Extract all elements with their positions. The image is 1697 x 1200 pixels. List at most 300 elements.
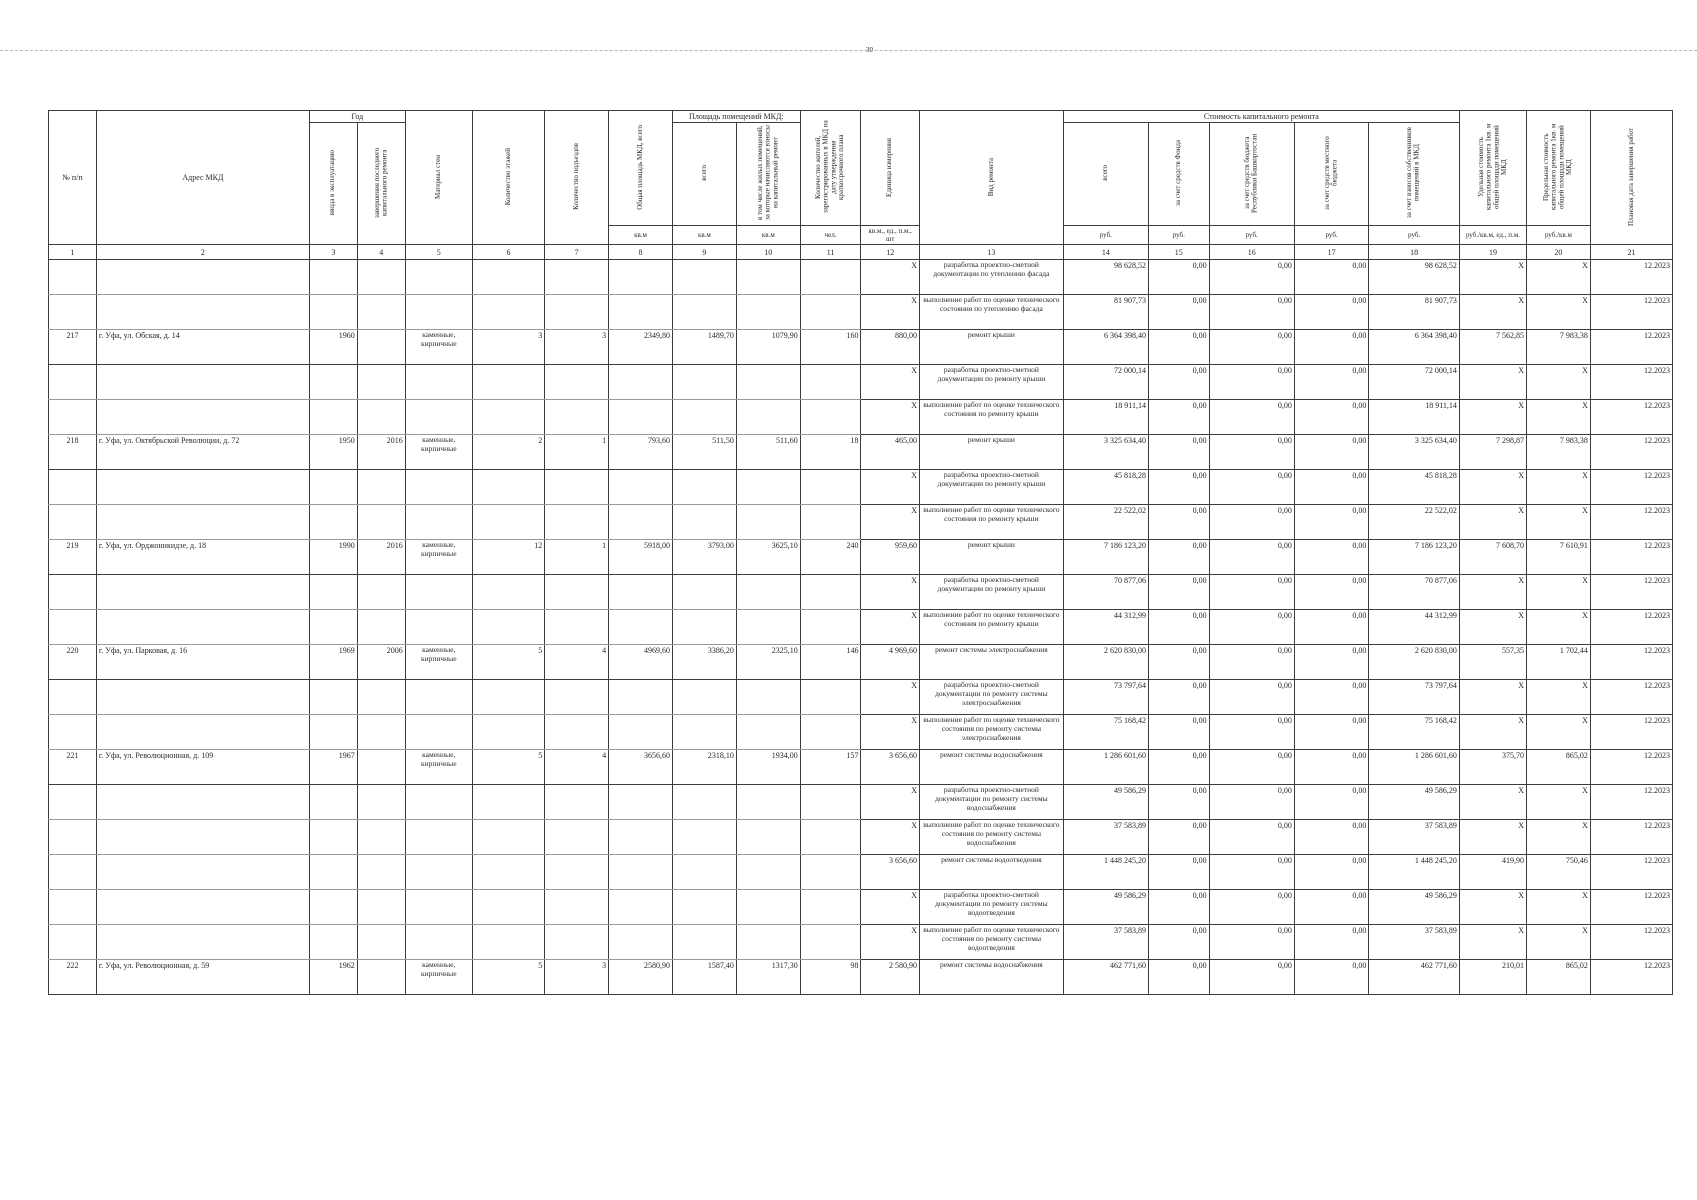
work-type-cell: ремонт системы водоснабжения bbox=[920, 960, 1064, 995]
header-no: № п/п bbox=[49, 111, 97, 245]
row-no-cell bbox=[49, 785, 97, 820]
cost-total-cell: 1 286 601,60 bbox=[1063, 750, 1148, 785]
cost-republic-cell: 0,00 bbox=[1209, 295, 1294, 330]
table-row bbox=[49, 785, 1673, 820]
max-unit-cost-cell: 7 610,91 bbox=[1526, 540, 1590, 575]
unit-cost-cell: X bbox=[1459, 715, 1526, 750]
column-number: 20 bbox=[1526, 245, 1590, 260]
area-total-cell: 1489,70 bbox=[672, 330, 736, 365]
address-cell bbox=[96, 400, 309, 435]
wall-material-cell bbox=[405, 820, 472, 855]
area-residential-cell bbox=[736, 680, 800, 715]
deadline-cell: 12.2023 bbox=[1590, 575, 1672, 610]
year-last-repair-cell bbox=[357, 855, 405, 890]
residents-cell: 98 bbox=[800, 960, 861, 995]
residents-cell bbox=[800, 855, 861, 890]
unit-cell: кв.м bbox=[736, 226, 800, 245]
entrances-cell: 3 bbox=[545, 330, 609, 365]
table-header bbox=[49, 111, 1673, 260]
row-no-cell: 219 bbox=[49, 540, 97, 575]
floors-cell bbox=[472, 820, 544, 855]
cost-fund-cell: 0,00 bbox=[1148, 645, 1209, 680]
cost-owners-cell: 37 583,89 bbox=[1369, 925, 1460, 960]
work-type-cell: разработка проектно-сметной документации по ремонту крыши bbox=[920, 365, 1064, 400]
cost-owners-cell: 2 620 830,00 bbox=[1369, 645, 1460, 680]
floors-cell bbox=[472, 925, 544, 960]
column-number: 21 bbox=[1590, 245, 1672, 260]
cost-republic-cell: 0,00 bbox=[1209, 330, 1294, 365]
year-last-repair-cell bbox=[357, 505, 405, 540]
address-cell: г. Уфа, ул. Революционная, д. 109 bbox=[96, 750, 309, 785]
deadline-cell: 12.2023 bbox=[1590, 820, 1672, 855]
cost-republic-cell: 0,00 bbox=[1209, 715, 1294, 750]
header-area-residential: в том числе жилых помещений, за которые начисляются взносы на капитальный ремонт bbox=[736, 123, 800, 226]
year-commission-cell: 1950 bbox=[309, 435, 357, 470]
year-last-repair-cell: 2016 bbox=[357, 540, 405, 575]
unit-cell: кв.м bbox=[672, 226, 736, 245]
cost-local-cell: 0,00 bbox=[1294, 750, 1369, 785]
area-residential-cell bbox=[736, 575, 800, 610]
area-residential-cell: 1317,30 bbox=[736, 960, 800, 995]
wall-material-cell: каменные, кирпичные bbox=[405, 645, 472, 680]
residents-cell: 240 bbox=[800, 540, 861, 575]
row-no-cell bbox=[49, 890, 97, 925]
floors-cell bbox=[472, 575, 544, 610]
unit-cell: руб. bbox=[1294, 226, 1369, 245]
wall-material-cell bbox=[405, 855, 472, 890]
deadline-cell: 12.2023 bbox=[1590, 890, 1672, 925]
cost-republic-cell: 0,00 bbox=[1209, 435, 1294, 470]
unit-cost-cell: 375,70 bbox=[1459, 750, 1526, 785]
total-area-cell bbox=[609, 575, 673, 610]
year-commission-cell: 1990 bbox=[309, 540, 357, 575]
entrances-cell bbox=[545, 715, 609, 750]
row-no-cell bbox=[49, 505, 97, 540]
residents-cell bbox=[800, 295, 861, 330]
deadline-cell: 12.2023 bbox=[1590, 505, 1672, 540]
area-total-cell: 511,50 bbox=[672, 435, 736, 470]
total-area-cell bbox=[609, 680, 673, 715]
residents-cell: 157 bbox=[800, 750, 861, 785]
cost-fund-cell: 0,00 bbox=[1148, 925, 1209, 960]
unit-cell: руб. bbox=[1148, 226, 1209, 245]
cost-fund-cell: 0,00 bbox=[1148, 365, 1209, 400]
header-residents: Количество жителей, зарегистрированных в МКД на дату утверждения краткосрочного плана bbox=[800, 111, 861, 226]
table-row bbox=[49, 365, 1673, 400]
table-row bbox=[49, 260, 1673, 295]
deadline-cell: 12.2023 bbox=[1590, 925, 1672, 960]
work-type-cell: выполнение работ по оценке технического состояния по ремонту системы водоотведения bbox=[920, 925, 1064, 960]
area-total-cell bbox=[672, 890, 736, 925]
cost-local-cell: 0,00 bbox=[1294, 400, 1369, 435]
cost-owners-cell: 22 522,02 bbox=[1369, 505, 1460, 540]
area-total-cell bbox=[672, 855, 736, 890]
deadline-cell: 12.2023 bbox=[1590, 400, 1672, 435]
cost-owners-cell: 75 168,42 bbox=[1369, 715, 1460, 750]
capital-repair-table-sheet bbox=[48, 110, 1673, 995]
cost-total-cell: 49 586,29 bbox=[1063, 890, 1148, 925]
cost-local-cell: 0,00 bbox=[1294, 820, 1369, 855]
total-area-cell bbox=[609, 365, 673, 400]
column-number: 8 bbox=[609, 245, 673, 260]
unit-cost-cell: X bbox=[1459, 575, 1526, 610]
area-total-cell bbox=[672, 610, 736, 645]
cost-local-cell: 0,00 bbox=[1294, 260, 1369, 295]
cost-total-cell: 70 877,06 bbox=[1063, 575, 1148, 610]
entrances-cell bbox=[545, 295, 609, 330]
cost-fund-cell: 0,00 bbox=[1148, 435, 1209, 470]
area-residential-cell bbox=[736, 260, 800, 295]
year-commission-cell bbox=[309, 610, 357, 645]
cost-total-cell: 81 907,73 bbox=[1063, 295, 1148, 330]
residents-cell bbox=[800, 610, 861, 645]
cost-fund-cell: 0,00 bbox=[1148, 785, 1209, 820]
header-year: Год bbox=[309, 111, 405, 123]
table-body bbox=[49, 260, 1673, 995]
table-row bbox=[49, 855, 1673, 890]
top-rule bbox=[0, 50, 1697, 51]
wall-material-cell: каменные, кирпичные bbox=[405, 960, 472, 995]
unit-cell: кв.м bbox=[609, 226, 673, 245]
year-last-repair-cell: 2016 bbox=[357, 435, 405, 470]
cost-local-cell: 0,00 bbox=[1294, 890, 1369, 925]
cost-total-cell: 1 448 245,20 bbox=[1063, 855, 1148, 890]
column-number: 6 bbox=[472, 245, 544, 260]
deadline-cell: 12.2023 bbox=[1590, 960, 1672, 995]
max-unit-cost-cell: X bbox=[1526, 610, 1590, 645]
cost-owners-cell: 70 877,06 bbox=[1369, 575, 1460, 610]
wall-material-cell: каменные, кирпичные bbox=[405, 330, 472, 365]
unit-quantity-cell: X bbox=[861, 470, 920, 505]
header-address: Адрес МКД bbox=[96, 111, 309, 245]
row-no-cell: 218 bbox=[49, 435, 97, 470]
unit-cost-cell: X bbox=[1459, 400, 1526, 435]
work-type-cell: разработка проектно-сметной документации по ремонту крыши bbox=[920, 575, 1064, 610]
cost-owners-cell: 1 448 245,20 bbox=[1369, 855, 1460, 890]
unit-quantity-cell: X bbox=[861, 785, 920, 820]
residents-cell bbox=[800, 575, 861, 610]
area-residential-cell bbox=[736, 855, 800, 890]
work-type-cell: ремонт системы электроснабжения bbox=[920, 645, 1064, 680]
area-residential-cell: 2325,10 bbox=[736, 645, 800, 680]
year-commission-cell bbox=[309, 925, 357, 960]
area-residential-cell: 511,60 bbox=[736, 435, 800, 470]
unit-cell: чел. bbox=[800, 226, 861, 245]
unit-quantity-cell: 3 656,60 bbox=[861, 855, 920, 890]
deadline-cell: 12.2023 bbox=[1590, 295, 1672, 330]
unit-quantity-cell: X bbox=[861, 715, 920, 750]
wall-material-cell bbox=[405, 680, 472, 715]
cost-local-cell: 0,00 bbox=[1294, 855, 1369, 890]
max-unit-cost-cell: X bbox=[1526, 365, 1590, 400]
entrances-cell bbox=[545, 575, 609, 610]
row-no-cell bbox=[49, 575, 97, 610]
header-area-group: Площадь помещений МКД: bbox=[672, 111, 800, 123]
work-type-cell: выполнение работ по оценке технического состояния по утеплению фасада bbox=[920, 295, 1064, 330]
cost-fund-cell: 0,00 bbox=[1148, 715, 1209, 750]
work-type-cell: выполнение работ по оценке технического состояния по ремонту системы водоснабжения bbox=[920, 820, 1064, 855]
cost-total-cell: 3 325 634,40 bbox=[1063, 435, 1148, 470]
column-number: 10 bbox=[736, 245, 800, 260]
unit-quantity-cell: 959,60 bbox=[861, 540, 920, 575]
unit-quantity-cell: 465,00 bbox=[861, 435, 920, 470]
max-unit-cost-cell: 865,02 bbox=[1526, 750, 1590, 785]
cost-republic-cell: 0,00 bbox=[1209, 750, 1294, 785]
work-type-cell: выполнение работ по оценке технического состояния по ремонту крыши bbox=[920, 610, 1064, 645]
header-material: Материал стен bbox=[405, 111, 472, 245]
unit-cost-cell: X bbox=[1459, 295, 1526, 330]
cost-local-cell: 0,00 bbox=[1294, 540, 1369, 575]
unit-cost-cell: X bbox=[1459, 680, 1526, 715]
column-number: 1 bbox=[49, 245, 97, 260]
header-column-numbers bbox=[49, 245, 1673, 260]
work-type-cell: разработка проектно-сметной документации по ремонту системы водоснабжения bbox=[920, 785, 1064, 820]
row-no-cell bbox=[49, 365, 97, 400]
cost-local-cell: 0,00 bbox=[1294, 295, 1369, 330]
unit-cost-cell: X bbox=[1459, 890, 1526, 925]
year-commission-cell bbox=[309, 470, 357, 505]
area-residential-cell bbox=[736, 715, 800, 750]
year-commission-cell bbox=[309, 260, 357, 295]
total-area-cell bbox=[609, 820, 673, 855]
unit-cost-cell: X bbox=[1459, 505, 1526, 540]
header-total-area: Общая площадь МКД, всего bbox=[609, 111, 673, 226]
cost-local-cell: 0,00 bbox=[1294, 470, 1369, 505]
header-entrances: Количество подъездов bbox=[545, 111, 609, 245]
year-last-repair-cell bbox=[357, 820, 405, 855]
total-area-cell bbox=[609, 470, 673, 505]
year-last-repair-cell bbox=[357, 715, 405, 750]
cost-local-cell: 0,00 bbox=[1294, 645, 1369, 680]
wall-material-cell bbox=[405, 470, 472, 505]
unit-cost-cell: 557,35 bbox=[1459, 645, 1526, 680]
cost-fund-cell: 0,00 bbox=[1148, 505, 1209, 540]
max-unit-cost-cell: X bbox=[1526, 925, 1590, 960]
floors-cell: 5 bbox=[472, 750, 544, 785]
total-area-cell: 3656,60 bbox=[609, 750, 673, 785]
cost-local-cell: 0,00 bbox=[1294, 575, 1369, 610]
wall-material-cell bbox=[405, 610, 472, 645]
cost-local-cell: 0,00 bbox=[1294, 330, 1369, 365]
total-area-cell bbox=[609, 785, 673, 820]
cost-total-cell: 18 911,14 bbox=[1063, 400, 1148, 435]
entrances-cell: 1 bbox=[545, 435, 609, 470]
unit-cell: руб. bbox=[1063, 226, 1148, 245]
total-area-cell bbox=[609, 715, 673, 750]
total-area-cell: 2580,90 bbox=[609, 960, 673, 995]
column-number: 4 bbox=[357, 245, 405, 260]
column-number: 16 bbox=[1209, 245, 1294, 260]
unit-cost-cell: X bbox=[1459, 260, 1526, 295]
wall-material-cell bbox=[405, 785, 472, 820]
work-type-cell: ремонт системы водоснабжения bbox=[920, 750, 1064, 785]
address-cell: г. Уфа, ул. Орджоникидзе, д. 18 bbox=[96, 540, 309, 575]
deadline-cell: 12.2023 bbox=[1590, 645, 1672, 680]
area-residential-cell bbox=[736, 925, 800, 960]
unit-cost-cell: 7 608,70 bbox=[1459, 540, 1526, 575]
max-unit-cost-cell: 865,02 bbox=[1526, 960, 1590, 995]
entrances-cell bbox=[545, 925, 609, 960]
column-number: 13 bbox=[920, 245, 1064, 260]
cost-owners-cell: 81 907,73 bbox=[1369, 295, 1460, 330]
address-cell bbox=[96, 715, 309, 750]
entrances-cell bbox=[545, 855, 609, 890]
area-residential-cell bbox=[736, 785, 800, 820]
unit-cell: руб. bbox=[1369, 226, 1460, 245]
address-cell bbox=[96, 295, 309, 330]
cost-owners-cell: 49 586,29 bbox=[1369, 890, 1460, 925]
floors-cell bbox=[472, 715, 544, 750]
cost-fund-cell: 0,00 bbox=[1148, 260, 1209, 295]
deadline-cell: 12.2023 bbox=[1590, 855, 1672, 890]
unit-quantity-cell: 4 969,60 bbox=[861, 645, 920, 680]
floors-cell bbox=[472, 470, 544, 505]
cost-republic-cell: 0,00 bbox=[1209, 400, 1294, 435]
area-total-cell: 3793,00 bbox=[672, 540, 736, 575]
row-no-cell: 220 bbox=[49, 645, 97, 680]
area-total-cell: 1587,40 bbox=[672, 960, 736, 995]
cost-fund-cell: 0,00 bbox=[1148, 750, 1209, 785]
header-republic: за счет средств бюджета Республики Башкортостан bbox=[1209, 123, 1294, 226]
floors-cell: 5 bbox=[472, 645, 544, 680]
address-cell bbox=[96, 680, 309, 715]
area-residential-cell bbox=[736, 470, 800, 505]
column-number: 11 bbox=[800, 245, 861, 260]
cost-total-cell: 462 771,60 bbox=[1063, 960, 1148, 995]
cost-total-cell: 49 586,29 bbox=[1063, 785, 1148, 820]
area-total-cell bbox=[672, 365, 736, 400]
work-type-cell: выполнение работ по оценке технического состояния по ремонту крыши bbox=[920, 505, 1064, 540]
unit-quantity-cell: X bbox=[861, 610, 920, 645]
year-last-repair-cell: 2006 bbox=[357, 645, 405, 680]
area-total-cell bbox=[672, 575, 736, 610]
area-residential-cell bbox=[736, 505, 800, 540]
table-row bbox=[49, 890, 1673, 925]
area-total-cell bbox=[672, 715, 736, 750]
deadline-cell: 12.2023 bbox=[1590, 610, 1672, 645]
unit-quantity-cell: 2 580,90 bbox=[861, 960, 920, 995]
cost-republic-cell: 0,00 bbox=[1209, 785, 1294, 820]
cost-total-cell: 37 583,89 bbox=[1063, 820, 1148, 855]
unit-quantity-cell: X bbox=[861, 925, 920, 960]
area-total-cell bbox=[672, 680, 736, 715]
capital-repair-table bbox=[48, 110, 1673, 995]
unit-quantity-cell: X bbox=[861, 295, 920, 330]
max-unit-cost-cell: X bbox=[1526, 505, 1590, 540]
cost-total-cell: 2 620 830,00 bbox=[1063, 645, 1148, 680]
year-commission-cell bbox=[309, 365, 357, 400]
unit-cost-cell: X bbox=[1459, 785, 1526, 820]
cost-republic-cell: 0,00 bbox=[1209, 260, 1294, 295]
area-residential-cell bbox=[736, 365, 800, 400]
header-fund: за счет средств Фонда bbox=[1148, 123, 1209, 226]
year-commission-cell bbox=[309, 575, 357, 610]
unit-cost-cell: 419,90 bbox=[1459, 855, 1526, 890]
table-row bbox=[49, 925, 1673, 960]
deadline-cell: 12.2023 bbox=[1590, 260, 1672, 295]
unit-cell: руб./кв.м bbox=[1526, 226, 1590, 245]
residents-cell: 18 bbox=[800, 435, 861, 470]
cost-local-cell: 0,00 bbox=[1294, 610, 1369, 645]
max-unit-cost-cell: X bbox=[1526, 715, 1590, 750]
total-area-cell bbox=[609, 855, 673, 890]
total-area-cell bbox=[609, 400, 673, 435]
total-area-cell bbox=[609, 610, 673, 645]
header-owners: за счет взносов собственников помещений в МКД bbox=[1369, 123, 1460, 226]
header-cost-group: Стоимость капитального ремонта bbox=[1063, 111, 1459, 123]
work-type-cell: выполнение работ по оценке технического состояния по ремонту системы электроснабжения bbox=[920, 715, 1064, 750]
work-type-cell: выполнение работ по оценке технического состояния по ремонту крыши bbox=[920, 400, 1064, 435]
row-no-cell bbox=[49, 925, 97, 960]
residents-cell bbox=[800, 785, 861, 820]
table-row bbox=[49, 715, 1673, 750]
total-area-cell: 793,60 bbox=[609, 435, 673, 470]
area-total-cell: 3386,20 bbox=[672, 645, 736, 680]
header-max-cost: Предельная стоимость капитального ремонта 1кв. м общей площади помещений МКД bbox=[1526, 111, 1590, 226]
floors-cell bbox=[472, 610, 544, 645]
cost-total-cell: 72 000,14 bbox=[1063, 365, 1148, 400]
max-unit-cost-cell: X bbox=[1526, 260, 1590, 295]
address-cell bbox=[96, 575, 309, 610]
wall-material-cell bbox=[405, 890, 472, 925]
cost-fund-cell: 0,00 bbox=[1148, 330, 1209, 365]
column-number: 5 bbox=[405, 245, 472, 260]
entrances-cell bbox=[545, 890, 609, 925]
unit-cost-cell: 7 562,85 bbox=[1459, 330, 1526, 365]
max-unit-cost-cell: X bbox=[1526, 575, 1590, 610]
total-area-cell bbox=[609, 295, 673, 330]
cost-owners-cell: 44 312,99 bbox=[1369, 610, 1460, 645]
unit-quantity-cell: X bbox=[861, 820, 920, 855]
table-row bbox=[49, 680, 1673, 715]
cost-fund-cell: 0,00 bbox=[1148, 470, 1209, 505]
year-commission-cell bbox=[309, 400, 357, 435]
area-total-cell bbox=[672, 470, 736, 505]
entrances-cell bbox=[545, 820, 609, 855]
area-total-cell bbox=[672, 505, 736, 540]
unit-cost-cell: X bbox=[1459, 925, 1526, 960]
table-row bbox=[49, 610, 1673, 645]
area-total-cell bbox=[672, 295, 736, 330]
residents-cell bbox=[800, 260, 861, 295]
column-number: 3 bbox=[309, 245, 357, 260]
residents-cell bbox=[800, 400, 861, 435]
unit-quantity-cell: 3 656,60 bbox=[861, 750, 920, 785]
address-cell bbox=[96, 890, 309, 925]
wall-material-cell: каменные, кирпичные bbox=[405, 435, 472, 470]
work-type-cell: ремонт крыши bbox=[920, 330, 1064, 365]
max-unit-cost-cell: X bbox=[1526, 785, 1590, 820]
entrances-cell: 1 bbox=[545, 540, 609, 575]
unit-quantity-cell: X bbox=[861, 680, 920, 715]
floors-cell: 2 bbox=[472, 435, 544, 470]
floors-cell bbox=[472, 680, 544, 715]
entrances-cell bbox=[545, 470, 609, 505]
cost-owners-cell: 37 583,89 bbox=[1369, 820, 1460, 855]
cost-total-cell: 73 797,64 bbox=[1063, 680, 1148, 715]
unit-quantity-cell: X bbox=[861, 890, 920, 925]
wall-material-cell bbox=[405, 575, 472, 610]
cost-owners-cell: 3 325 634,40 bbox=[1369, 435, 1460, 470]
cost-republic-cell: 0,00 bbox=[1209, 610, 1294, 645]
area-total-cell bbox=[672, 785, 736, 820]
column-number: 19 bbox=[1459, 245, 1526, 260]
floors-cell: 12 bbox=[472, 540, 544, 575]
work-type-cell: разработка проектно-сметной документации по ремонту крыши bbox=[920, 470, 1064, 505]
year-last-repair-cell bbox=[357, 680, 405, 715]
cost-local-cell: 0,00 bbox=[1294, 435, 1369, 470]
max-unit-cost-cell: X bbox=[1526, 295, 1590, 330]
